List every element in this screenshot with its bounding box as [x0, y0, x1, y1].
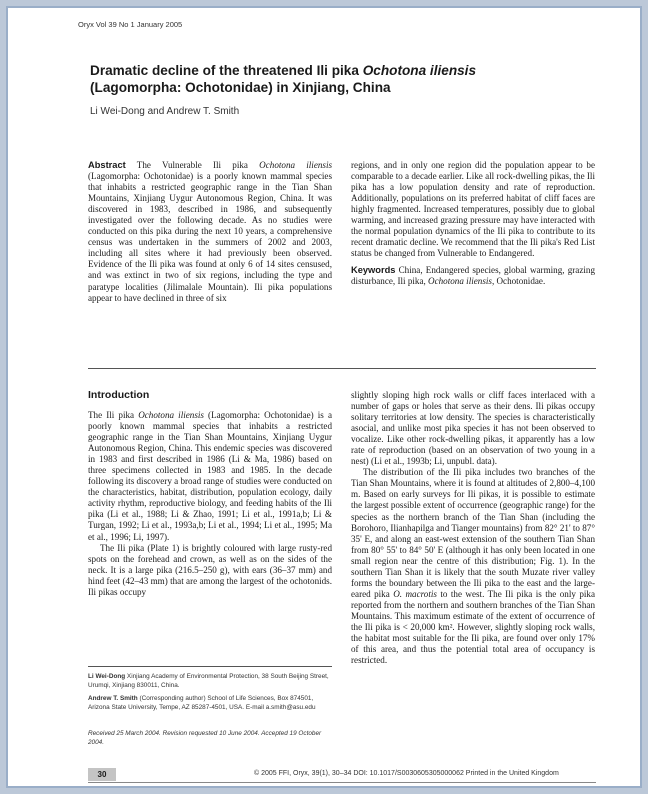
intro-p1-a: The Ili pika — [88, 410, 139, 420]
abstract-text-b: (Lagomorpha: Ochotonidae) is a poorly known mammal species that inhabits a restricted geographic range in the Tian Shan Mountains, Xinjiang Uygur Autonomous Region, China. It was discovered in 1983, described in 1986, and subsequently investigated over the following decade. As no studies were conducted on this pika during the next 10 years, a comprehensive census was undertaken in the summers of 2002 and 2003, including all sites where it had previously been observed. Evidence of the Ili pika was found at only 6 of 14 sites censused, and was extinct in two of six regions, including the type and paratype localities (Jilimalale Mountain). Ili pika populations appear to have declined in three of six — [88, 171, 332, 303]
abstract-text-a: The Vulnerable Ili pika — [125, 160, 260, 170]
abstract-text-right: regions, and in only one region did the population appear to be comparable to a decade earlier. Like all rock-dwelling pikas, the Ili pika has a low population density and rate of reproduction. Additionally, populations on its preferred habitat of cliff faces are highly fragmented. Increased temperatures, possibly due to global warming, and increased grazing pressure may have interacted with the normal population dynamics of the Ili pika to contribute to its recent dramatic decline. We recommend that the Ili pika's Red List status be changed from Vulnerable to Endangered. — [351, 160, 595, 259]
footer-citation: © 2005 FFI, Oryx, 39(1), 30–34 DOI: 10.1017/S0030605305000062 Printed in the United Kingdom — [254, 770, 559, 777]
abstract-label: Abstract — [88, 160, 126, 170]
intro-paragraph-1 — [88, 410, 332, 543]
affiliation-divider — [88, 666, 332, 667]
abstract-text-left — [88, 160, 332, 304]
keywords-label: Keywords — [351, 265, 396, 276]
title-species: Ochotona iliensis — [362, 63, 477, 78]
keywords-text-a: China, Endangered species, global warming, grazing disturbance, Ili pika, — [351, 265, 595, 287]
footer-rule — [88, 782, 596, 783]
affiliation-2 — [88, 694, 332, 712]
authors: Li Wei-Dong and Andrew T. Smith — [90, 106, 240, 117]
affiliation-1-name: Li Wei-Dong — [88, 673, 126, 680]
received-dates: Received 25 March 2004. Revision requested 10 June 2004. Accepted 19 October 2004. — [88, 730, 322, 746]
introduction-right-column — [351, 390, 595, 666]
title-part-2: (Lagomorpha: Ochotonidae) in Xinjiang, China — [90, 80, 391, 95]
abstract-right-column — [351, 160, 595, 288]
intro-p4-species: O. macrotis — [393, 588, 437, 599]
affiliation-1 — [88, 672, 332, 690]
intro-paragraph-2: The Ili pika (Plate 1) is brightly coloured with large rusty-red spots on the forehead and crown, as well as on the sides of the neck. It is a large pika (216.5–250 g), with ears (36–37 mm) and hind feet (42–43 mm) that are among the largest of the ochotonids. Ili pikas occupy — [88, 542, 332, 597]
affiliation-2-name: Andrew T. Smith — [88, 695, 138, 702]
section-divider — [88, 368, 596, 369]
keywords — [351, 265, 595, 287]
page-frame — [6, 6, 642, 788]
abstract-species: Ochotona iliensis — [259, 160, 333, 170]
intro-p1-b: (Lagomorpha: Ochotonidae) is a poorly known mammal species that inhabits a restricted geographic range in the Tian Shan Mountains, Xinjiang Uygur Autonomous Region, China. This endemic species was discovered in 1983 and first described in 1986 (Li & Ma, 1986) based on three specimens collected in 1983 and 1985. In the decade following its discovery a broad range of studies were conducted on the characteristics, habitat, distribution, population ecology, daily activity rhythm, reproductive biology, and feeding habits of the Ili pika (Li et al., 1988; Li & Zhao, 1991; Li et al., 1991a,b; Li & Turgan, 1992; Li et al., 1993a,b; Li et al., 1994; Li et al., 1995; Ma et al., 1996; Li, 1997). — [88, 410, 332, 542]
introduction-heading: Introduction — [88, 389, 150, 401]
intro-p1-species: Ochotona iliensis — [138, 410, 204, 420]
intro-paragraph-4 — [351, 467, 595, 666]
affiliation-1-text: Xinjiang Academy of Environmental Protection, 38 South Beijing Street, Urumqi, Xinjiang 830011, China. — [88, 673, 329, 689]
article-title — [90, 62, 560, 96]
introduction-left-column — [88, 410, 332, 598]
intro-p4-b: to the west. The Ili pika is the only pika reported from the northern and southern branches of the Tian Shan Mountains. This maximum estimate of the extent of occurrence of the Ili pika is < 20,000 km². However, slightly sloping rock walls, the habitat most suitable for the Ili pika, are found over only 17% of this area, and thus the potential total area of occupancy is restricted. — [351, 588, 596, 666]
affiliation-2-text: (Corresponding author) School of Life Sciences, Box 874501, Arizona State University, Tempe, AZ 85287-4501, USA. E-mail a.smith@asu.edu — [88, 695, 316, 711]
page-number: 30 — [88, 768, 116, 781]
keywords-species: Ochotona iliensis — [428, 276, 492, 287]
keywords-text-b: , Ochotonidae. — [491, 276, 546, 287]
abstract-left-column — [88, 160, 332, 304]
running-head: Oryx Vol 39 No 1 January 2005 — [78, 20, 183, 29]
intro-p4-a: The distribution of the Ili pika includes two branches of the Tian Shan Mountains, where it is found at altitudes of 2,800–4,100 m. Based on early surveys for Ili pikas, it is possible to estimate the largest possible extent of occurrence (geographic range) for the species as the northern branch of the Tian Shan (including the Borohoro, Ilianhapilga and Tianger mountains) from 82° 21' to 87° 35' E, and along an east-west extension of the southern Tian Shan from 80° 55' to 84° 50' E (although it has only been located in one small region near the centre of this distribution; Fig. 1). In the southern Tian Shan it is likely that the south Muzate river valley forms the boundary between the Ili pika to the east and the large-eared pika — [351, 467, 595, 599]
intro-paragraph-3: slightly sloping high rock walls or cliff faces interlaced with a number of gaps or holes that serve as their dens. Ili pikas occupy solitary territories at low density. The species is characteristically asocial, and unlike most pika species it has not been observed to vocalize. Like other rock-dwelling pikas, it apparently has a low rate of reproduction (based on an observation of two young in a nest) (Li et al., 1993b; Li, unpubl. data). — [351, 390, 595, 467]
journal-page — [18, 16, 634, 782]
title-part-1: Dramatic decline of the threatened Ili pika — [90, 63, 363, 78]
